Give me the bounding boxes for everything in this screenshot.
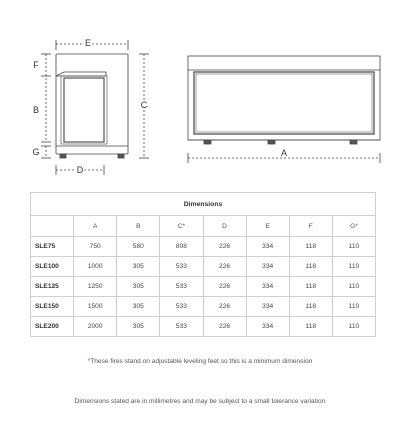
front-foot-3	[350, 140, 357, 144]
side-view-top-recess	[56, 72, 106, 76]
cell-g: 110	[332, 297, 375, 317]
table-title: Dimensions	[31, 193, 376, 216]
front-view	[188, 56, 380, 163]
table-row	[31, 317, 376, 337]
cell-model: SLE75	[31, 237, 74, 257]
front-foot-2	[268, 140, 275, 144]
cell-model: SLE100	[31, 257, 74, 277]
cell-g: 110	[332, 237, 375, 257]
cell-f: 118	[289, 257, 332, 277]
dimension-diagram	[0, 0, 400, 190]
units-note: Dimensions stated are in millimetres and may be subject to a small tolerance variation	[74, 398, 326, 405]
header-e: E	[246, 216, 289, 237]
cell-c: 533	[160, 277, 203, 297]
label-b: B	[32, 105, 40, 115]
cell-a: 1500	[74, 297, 117, 317]
table-header-row	[31, 216, 376, 237]
cell-a: 1250	[74, 277, 117, 297]
side-foot-left	[60, 154, 66, 158]
label-d: D	[76, 165, 84, 175]
feet-note: *These fires stand on adjustable leveling feet so this is a minimum dimension	[87, 358, 313, 365]
label-f: F	[33, 60, 39, 70]
label-a: A	[280, 148, 288, 158]
header-b: B	[117, 216, 160, 237]
cell-e: 334	[246, 257, 289, 277]
cell-d: 226	[203, 297, 246, 317]
header-g: G*	[332, 216, 375, 237]
header-f: F	[289, 216, 332, 237]
cell-e: 334	[246, 277, 289, 297]
cell-d: 226	[203, 277, 246, 297]
cell-d: 226	[203, 237, 246, 257]
header-c: C*	[160, 216, 203, 237]
front-view-glass	[194, 72, 374, 134]
cell-a: 2000	[74, 317, 117, 337]
cell-d: 226	[203, 257, 246, 277]
cell-c: 533	[160, 317, 203, 337]
cell-g: 110	[332, 277, 375, 297]
cell-d: 226	[203, 317, 246, 337]
cell-b: 305	[117, 297, 160, 317]
cell-b: 305	[117, 257, 160, 277]
cell-f: 118	[289, 237, 332, 257]
table-row	[31, 277, 376, 297]
cell-c: 533	[160, 257, 203, 277]
front-foot-1	[204, 140, 211, 144]
header-blank	[31, 216, 74, 237]
cell-b: 305	[117, 317, 160, 337]
table-row	[31, 257, 376, 277]
cell-b: 305	[117, 277, 160, 297]
side-view-body	[56, 54, 128, 154]
cell-e: 334	[246, 297, 289, 317]
cell-c: 533	[160, 297, 203, 317]
cell-model: SLE150	[31, 297, 74, 317]
cell-f: 118	[289, 297, 332, 317]
cell-e: 334	[246, 237, 289, 257]
label-e: E	[84, 38, 92, 48]
cell-a: 1000	[74, 257, 117, 277]
cell-b: 580	[117, 237, 160, 257]
side-view	[41, 40, 149, 175]
cell-e: 334	[246, 317, 289, 337]
table-row	[31, 237, 376, 257]
dimensions-table	[30, 192, 376, 337]
cell-g: 110	[332, 317, 375, 337]
header-d: D	[203, 216, 246, 237]
front-view-body	[188, 56, 380, 140]
cell-c: 808	[160, 237, 203, 257]
label-c: C	[140, 100, 148, 110]
header-a: A	[74, 216, 117, 237]
cell-g: 110	[332, 257, 375, 277]
dimensions-table-wrap	[30, 192, 376, 337]
side-foot-right	[118, 154, 124, 158]
cell-model: SLE125	[31, 277, 74, 297]
cell-model: SLE200	[31, 317, 74, 337]
cell-f: 118	[289, 317, 332, 337]
label-g: G	[32, 147, 40, 157]
cell-f: 118	[289, 277, 332, 297]
side-view-glass	[64, 78, 104, 142]
table-row	[31, 297, 376, 317]
cell-a: 750	[74, 237, 117, 257]
